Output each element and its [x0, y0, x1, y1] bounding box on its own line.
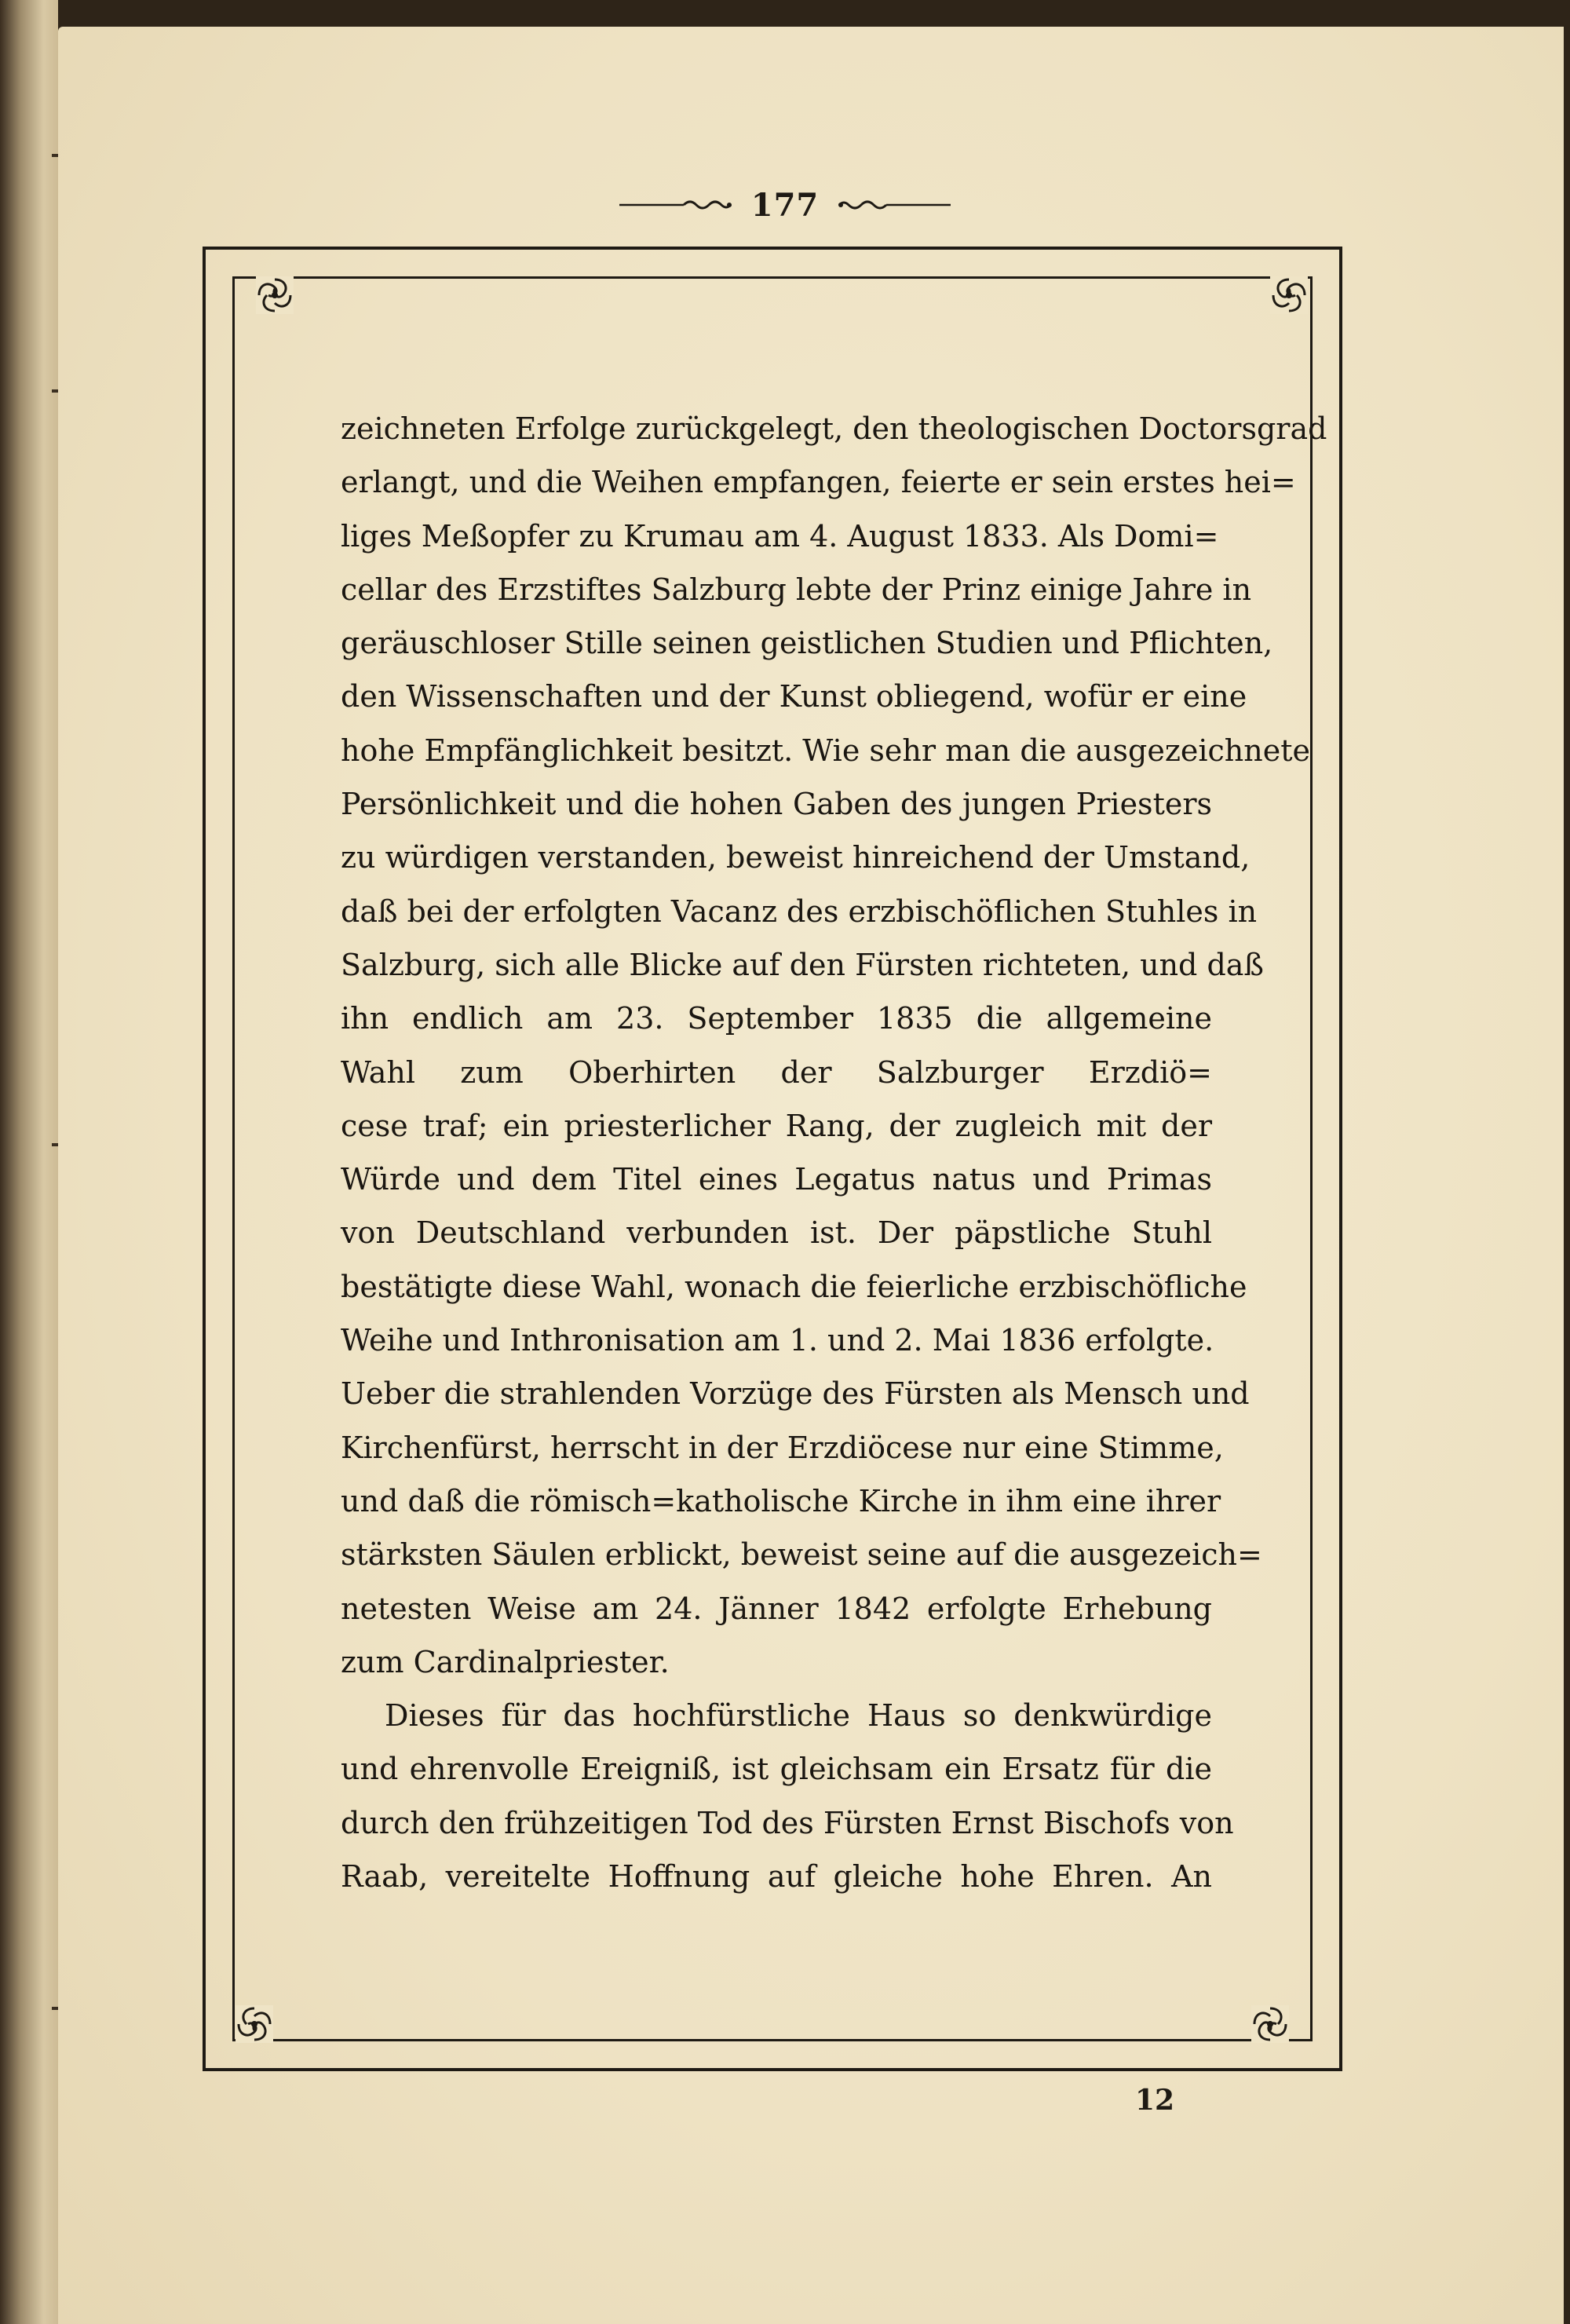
corner-ornament-top-right-icon [1267, 273, 1311, 317]
text-line: Wahl zum Oberhirten der Salzburger Erzdiö= [341, 1054, 1212, 1090]
text-line: stärksten Säulen erblickt, beweist seine auf die ausgezeich= [341, 1537, 1262, 1573]
corner-ornament-top-left-icon [253, 273, 297, 317]
running-head [620, 185, 950, 225]
text-line: daß bei der erfolgten Vacanz des erzbischöflichen Stuhles in [341, 893, 1258, 929]
text-line: Salzburg, sich alle Blicke auf den Fürsten richteten, und daß [341, 947, 1264, 982]
text-line: und daß die römisch=katholische Kirche in ihm eine ihrer [341, 1483, 1221, 1518]
book-spine [0, 0, 58, 2324]
text-line: ihn endlich am 23. September 1835 die allgemeine [341, 1001, 1212, 1036]
ornament-rule-right-icon [833, 197, 951, 213]
text-line: cellar des Erzstiftes Salzburg lebte der Prinz einige Jahre in [341, 572, 1252, 607]
text-line: von Deutschland verbunden ist. Der päpstliche Stuhl [341, 1215, 1212, 1251]
text-line: zeichneten Erfolge zurückgelegt, den theologischen Doctorsgrad [341, 411, 1327, 446]
text-line: und ehrenvolle Ereigniß, ist gleichsam ein Ersatz für die [341, 1752, 1212, 1787]
text-line: bestätigte diese Wahl, wonach die feierliche erzbischöfliche [341, 1269, 1247, 1304]
ornament-rule-left-icon [619, 197, 737, 213]
text-line: netesten Weise am 24. Jänner 1842 erfolgte Erhebung [341, 1591, 1212, 1626]
text-line: Ueber die strahlenden Vorzüge des Fürsten als Mensch und [341, 1376, 1250, 1412]
text-line: zum Cardinalpriester. [341, 1644, 670, 1679]
text-line: hohe Empfänglichkeit besitzt. Wie sehr man die ausgezeichnete [341, 733, 1310, 768]
corner-ornament-bottom-left-icon [232, 2002, 276, 2046]
text-line: zu würdigen verstanden, beweist hinreichend der Umstand, [341, 840, 1251, 875]
text-line: geräuschloser Stille seinen geistlichen Studien und Pflichten, [341, 626, 1273, 661]
text-line: Persönlichkeit und die hohen Gaben des jungen Priesters [341, 787, 1212, 822]
text-line: Würde und dem Titel eines Legatus natus und Primas [341, 1162, 1212, 1197]
signature-mark: 12 [1135, 2084, 1175, 2117]
page-number: 177 [750, 186, 820, 224]
text-line: erlangt, und die Weihen empfangen, feierte er sein erstes hei= [341, 465, 1296, 500]
text-line: durch den frühzeitigen Tod des Fürsten Ernst Bischofs von [341, 1805, 1234, 1840]
text-line: cese traf; ein priesterlicher Rang, der zugleich mit der [341, 1108, 1212, 1143]
text-line: Kirchenfürst, herrscht in der Erzdiöcese nur eine Stimme, [341, 1430, 1224, 1465]
text-line: den Wissenschaften und der Kunst obliegend, wofür er eine [341, 679, 1247, 714]
body-text [341, 402, 1327, 1903]
paragraph-start-line: Dieses für das hochfürstliche Haus so denkwürdige [385, 1698, 1212, 1734]
text-line: Raab, vereitelte Hoffnung auf gleiche hohe Ehren. An [341, 1859, 1212, 1895]
text-line: Weihe und Inthronisation am 1. und 2. Mai 1836 erfolgte. [341, 1323, 1214, 1358]
corner-ornament-bottom-right-icon [1248, 2002, 1292, 2046]
text-line: liges Meßopfer zu Krumau am 4. August 1833. Als Domi= [341, 518, 1219, 554]
